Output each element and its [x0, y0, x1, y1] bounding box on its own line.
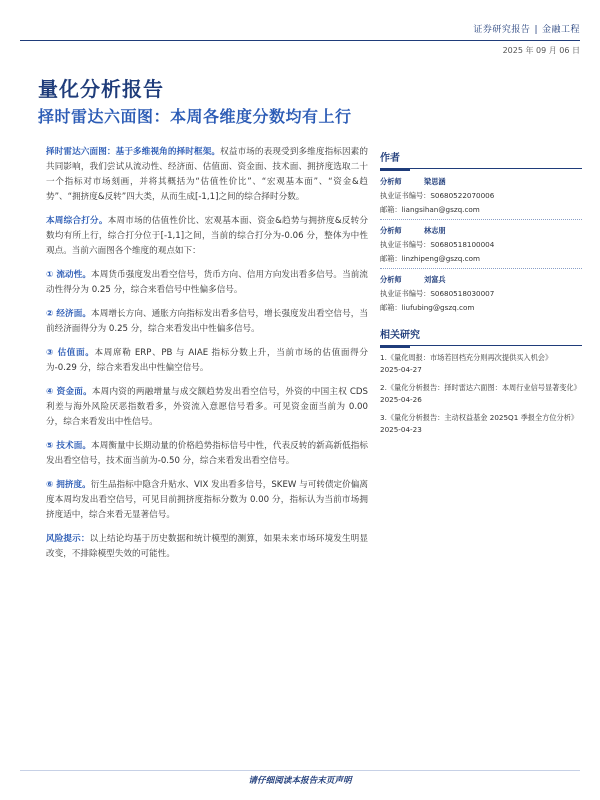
- technical-paragraph: [46, 439, 368, 469]
- paragraph-lead: ④ 资金面。: [46, 387, 92, 397]
- email-address[interactable]: 邮箱：liufubing@gszq.com: [380, 303, 475, 312]
- paragraph-text: 权益市场的表现受到多维度指标因素的共同影响，我们尝试从流动性、经济面、估值面、资金面、技术面、拥挤度选取二十一个指标对市场刻画，并将其概括为“估值性价比”、“宏观基本面”、“资金&趋势”、“拥挤度&反转”四大类，从而生成[-1,1]之间的综合择时分数。: [46, 147, 368, 202]
- capital-paragraph: [46, 385, 368, 430]
- paragraph-text: 本周内资的两融增量与成交额趋势发出看空信号，外资的中国主权 CDS 利差与海外风险厌恶指数看多，外资流入意愿信号看多。可见资金面当前为 0.00 分，综合来看发出中性信号。: [46, 387, 368, 427]
- paragraph-text: 以上结论均基于历史数据和统计模型的测算，如果未来市场环境发生明显改变，不排除模型失效的可能性。: [46, 534, 368, 559]
- paragraph-lead: ② 经济面。: [46, 309, 92, 319]
- paragraph-text: 本周席勒 ERP、PB 与 AIAE 指标分数上升，当前市场的估值面得分为-0.29 分，综合来看发出中性偏空信号。: [46, 348, 368, 373]
- tag-separator: |: [534, 25, 538, 35]
- report-type: 量化分析报告: [38, 77, 164, 101]
- email-address[interactable]: 邮箱：liangsihan@gszq.com: [380, 205, 480, 214]
- related-research-date: 2025-04-27: [380, 365, 422, 374]
- paragraph-lead: ⑤ 技术面。: [46, 441, 92, 451]
- header-rule: [20, 40, 580, 41]
- paragraph-text: 本周市场的估值性价比、宏观基本面、资金&趋势与拥挤度&反转分数均有所上行，综合打分位于[-1,1]之间，当前的综合打分为-0.06 分，整体为中性观点。当前六面图各个维度的观点如下：: [46, 216, 368, 256]
- report-header-tags: [473, 22, 580, 35]
- author-block: [380, 175, 582, 220]
- related-research-list: [380, 352, 582, 436]
- valuation-paragraph: [46, 346, 368, 376]
- related-research-date: 2025-04-26: [380, 395, 422, 404]
- related-research-title[interactable]: 1.《量化周报：市场若回档充分则再次提供买入机会》: [380, 353, 553, 362]
- author-divider: [380, 268, 582, 269]
- related-research-item[interactable]: [380, 412, 582, 436]
- author-divider: [380, 219, 582, 220]
- analyst-label: 分析师: [380, 275, 402, 284]
- sidebar: [380, 146, 582, 442]
- report-date: 2025 年 09 月 06 日: [502, 46, 580, 55]
- author-block: [380, 273, 582, 315]
- certificate-number: 执业证书编号：S0680518100004: [380, 240, 495, 249]
- economy-paragraph: [46, 307, 368, 337]
- main-body: [46, 145, 368, 571]
- paragraph-text: 本周货币强度发出看空信号，货币方向、信用方向发出看多信号。当前流动性得分为 0.25 分，综合来看信号中性偏多信号。: [46, 270, 368, 295]
- related-research-item[interactable]: [380, 352, 582, 376]
- category-tag-left: 证券研究报告: [473, 25, 531, 35]
- summary-paragraph: [46, 214, 368, 259]
- category-tag-right: 金融工程: [541, 25, 580, 35]
- related-research-title[interactable]: 2.《量化分析报告：择时雷达六面图：本周行业信号显著变化》: [380, 383, 581, 392]
- analyst-name: 刘富兵: [424, 275, 446, 284]
- analyst-name: 林志朋: [424, 226, 446, 235]
- analyst-name: 梁思涵: [424, 177, 446, 186]
- related-research-item[interactable]: [380, 382, 582, 406]
- paragraph-text: 本周衡量中长期动量的价格趋势指标信号中性，代表反转的新高新低指标发出看空信号，技术面当前为-0.50 分，综合来看发出看空信号。: [46, 441, 368, 466]
- liquidity-paragraph: [46, 268, 368, 298]
- risk-paragraph: [46, 532, 368, 562]
- paragraph-lead: ⑥ 拥挤度。: [46, 480, 91, 490]
- related-research-title[interactable]: 3.《量化分析报告：主动权益基金 2025Q1 季报全方位分析》: [380, 413, 579, 422]
- report-title: 择时雷达六面图：本周各维度分数均有上行: [38, 107, 352, 126]
- crowding-paragraph: [46, 478, 368, 523]
- related-research-date: 2025-04-23: [380, 425, 422, 434]
- analyst-label: 分析师: [380, 226, 402, 235]
- intro-paragraph: [46, 145, 368, 205]
- certificate-number: 执业证书编号：S0680522070006: [380, 191, 495, 200]
- paragraph-lead: 风险提示：: [46, 534, 90, 544]
- footer-rule: [20, 770, 580, 771]
- authors-heading: 作者: [380, 146, 582, 169]
- paragraph-text: 衍生品指标中隐含升贴水、VIX 发出看多信号，SKEW 与可转债定价偏离度本周均发出看空信号，可见目前拥挤度指标分数为 0.00 分，指标认为当前市场拥挤度适中，综合来看无显著信号。: [46, 480, 368, 520]
- related-research-heading: 相关研究: [380, 323, 582, 346]
- certificate-number: 执业证书编号：S0680518030007: [380, 289, 495, 298]
- footer-disclaimer: 请仔细阅读本报告末页声明: [248, 776, 352, 786]
- analyst-label: 分析师: [380, 177, 402, 186]
- email-address[interactable]: 邮箱：linzhipeng@gszq.com: [380, 254, 481, 263]
- paragraph-text: 本周增长方向、通胀方向指标发出看多信号，增长强度发出看空信号，当前经济面得分为 0.25 分，综合来看发出中性偏多信号。: [46, 309, 368, 334]
- paragraph-lead: 本周综合打分。: [46, 216, 108, 226]
- paragraph-lead: ③ 估值面。: [46, 348, 95, 358]
- paragraph-lead: ① 流动性。: [46, 270, 92, 280]
- paragraph-lead: 择时雷达六面图：基于多维视角的择时框架。: [46, 147, 221, 157]
- author-block: [380, 224, 582, 269]
